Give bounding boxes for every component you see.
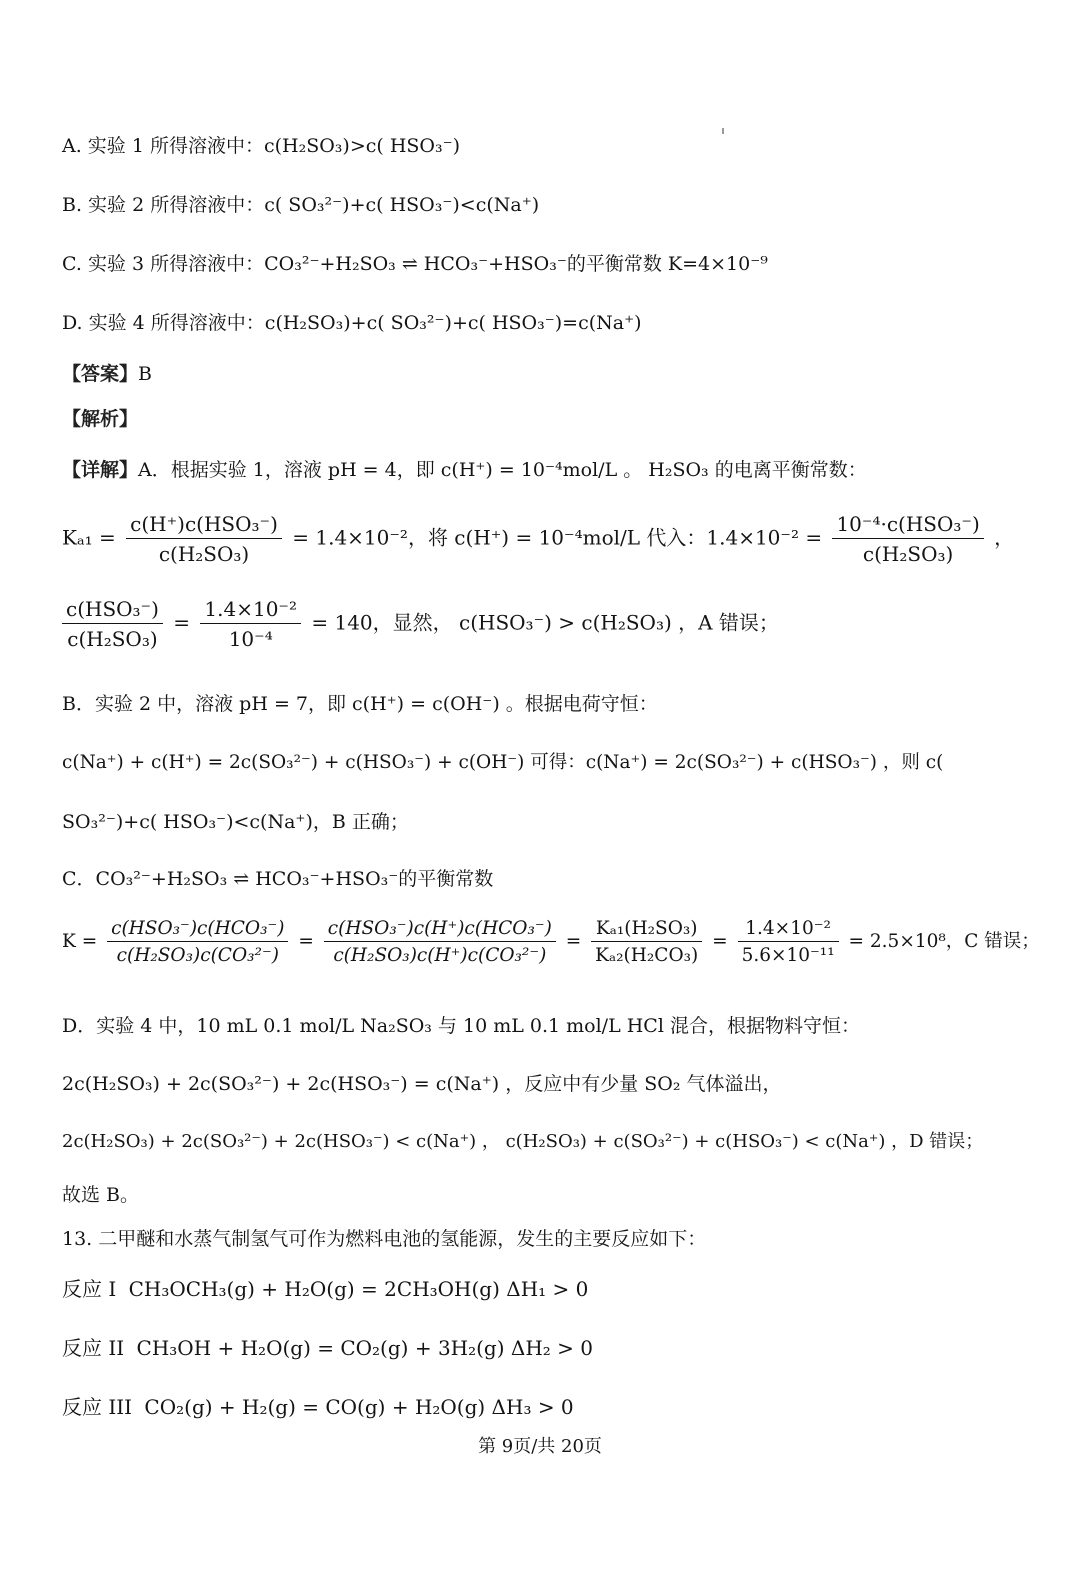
detail-b-line3: SO₃²⁻)+c( HSO₃⁻)<c(Na⁺)，B 正确； — [62, 811, 409, 833]
detail-b-line1: B．实验 2 中，溶液 pH = 7，即 c(H⁺) = c(OH⁻) 。根据电荷守恒： — [62, 693, 658, 715]
option-d: D. 实验 4 所得溶液中：c(H₂SO₃)+c( SO₃²⁻)+c( HSO₃⁻)=c(Na⁺) — [62, 312, 642, 334]
reaction-1-equation: CH₃OCH₃(g) + H₂O(g) = 2CH₃OH(g) ΔH₁ > 0 — [128, 1277, 589, 1301]
k-fraction-3-denominator: Kₐ₂(H₂CO₃) — [595, 945, 699, 966]
reaction-1 — [62, 1275, 1040, 1303]
reaction-2-label: 反应 II — [62, 1336, 125, 1360]
detail-a-text: A．根据实验 1，溶液 pH = 4，即 c(H⁺) = 10⁻⁴mol/L 。 H₂SO₃ 的电离平衡常数： — [138, 459, 867, 481]
detail-conclusion: 故选 B。 — [62, 1184, 140, 1206]
option-b: B. 实验 2 所得溶液中：c( SO₃²⁻)+c( HSO₃⁻)<c(Na⁺) — [62, 194, 540, 216]
ka1-end: ， — [994, 525, 1015, 550]
answer-line — [62, 360, 1040, 388]
ratio-fraction — [62, 597, 163, 651]
reaction-3 — [62, 1393, 1040, 1421]
detail-a-line — [62, 456, 1040, 484]
reaction-1-label: 反应 I — [62, 1277, 117, 1301]
k-lhs: K = — [62, 931, 98, 952]
k-fraction-1-numerator: c(HSO₃⁻)c(HCO₃⁻) — [107, 918, 288, 942]
ratio-value-fraction — [200, 597, 301, 651]
k-fraction-4-denominator: 5.6×10⁻¹¹ — [741, 945, 835, 966]
ratio-equals: = — [173, 610, 191, 635]
answer-label: 【答案】 — [62, 363, 139, 385]
detail-d-line2: 2c(H₂SO₃) + 2c(SO₃²⁻) + 2c(HSO₃⁻) = c(Na⁺) ，反应中有少量 SO₂ 气体溢出， — [62, 1073, 782, 1095]
ratio-numerator: c(HSO₃⁻) — [62, 597, 163, 624]
ka1-denominator: c(H₂SO₃) — [158, 542, 250, 566]
k-fraction-2-numerator: c(HSO₃⁻)c(H⁺)c(HCO₃⁻) — [324, 918, 556, 942]
ratio-denominator: c(H₂SO₃) — [67, 627, 158, 651]
reaction-2-equation: CH₃OH + H₂O(g) = CO₂(g) + 3H₂(g) ΔH₂ > 0 — [136, 1336, 593, 1360]
k-fraction-1-denominator: c(H₂SO₃)c(CO₃²⁻) — [116, 945, 279, 966]
ratio-value-denominator: 10⁻⁴ — [228, 627, 273, 651]
k-fraction-3 — [591, 918, 702, 966]
ratio-equation — [62, 597, 1040, 651]
ka1-mid: = 1.4×10⁻²，将 c(H⁺) = 10⁻⁴mol/L 代入：1.4×10⁻² = — [292, 525, 823, 550]
k-fraction-2-denominator: c(H₂SO₃)c(H⁺)c(CO₃²⁻) — [333, 945, 547, 966]
ka1-fraction — [126, 512, 282, 566]
reaction-2 — [62, 1334, 1040, 1362]
detail-label: 【详解】 — [62, 459, 139, 481]
question-13-stem: 13. 二甲醚和水蒸气制氢气可作为燃料电池的氢能源，发生的主要反应如下： — [62, 1228, 707, 1250]
k-end: = 2.5×10⁸，C 错误； — [848, 931, 1040, 952]
ratio-value-numerator: 1.4×10⁻² — [200, 597, 301, 624]
reaction-3-label: 反应 III — [62, 1395, 133, 1419]
option-a: A. 实验 1 所得溶液中：c(H₂SO₃)>c( HSO₃⁻) — [62, 135, 461, 157]
analysis-label: 【解析】 — [62, 408, 139, 430]
k-fraction-1 — [107, 918, 288, 966]
k-equation — [62, 918, 1040, 966]
ka1-substitution-fraction — [832, 512, 983, 566]
k-fraction-2 — [324, 918, 556, 966]
ka1-lhs: Kₐ₁ = — [62, 525, 116, 550]
page-footer: 第 9页/共 20页 — [478, 1436, 602, 1457]
ka1-equation — [62, 512, 1040, 566]
ka1-substitution-numerator: 10⁻⁴·c(HSO₃⁻) — [832, 512, 983, 539]
k-fraction-4-numerator: 1.4×10⁻² — [738, 918, 839, 942]
k-equals-1: = — [298, 931, 314, 952]
ka1-numerator: c(H⁺)c(HSO₃⁻) — [126, 512, 282, 539]
detail-d-line3: 2c(H₂SO₃) + 2c(SO₃²⁻) + 2c(HSO₃⁻) < c(Na⁺) ， c(H₂SO₃) + c(SO₃²⁻) + c(HSO₃⁻) < c(Na⁺) ，D 错误； — [62, 1131, 984, 1152]
option-c: C. 实验 3 所得溶液中：CO₃²⁻+H₂SO₃ ⇌ HCO₃⁻+HSO₃⁻的平衡常数 K=4×10⁻⁹ — [62, 253, 768, 275]
detail-b-line2: c(Na⁺) + c(H⁺) = 2c(SO₃²⁻) + c(HSO₃⁻) + c(OH⁻) 可得：c(Na⁺) = 2c(SO₃²⁻) + c(HSO₃⁻) ，则 c( — [62, 752, 944, 773]
ka1-substitution-denominator: c(H₂SO₃) — [862, 542, 954, 566]
k-fraction-4 — [738, 918, 839, 966]
detail-c-line1: C．CO₃²⁻+H₂SO₃ ⇌ HCO₃⁻+HSO₃⁻的平衡常数 — [62, 868, 494, 890]
ratio-end: = 140，显然， c(HSO₃⁻) > c(H₂SO₃) ，A 错误； — [311, 610, 779, 635]
analysis-heading — [62, 405, 1040, 433]
k-fraction-3-numerator: Kₐ₁(H₂SO₃) — [591, 918, 702, 942]
k-equals-3: = — [712, 931, 728, 952]
reaction-3-equation: CO₂(g) + H₂(g) = CO(g) + H₂O(g) ΔH₃ > 0 — [144, 1395, 574, 1419]
k-equals-2: = — [565, 931, 582, 952]
answer-value: B — [138, 363, 152, 385]
detail-d-line1: D．实验 4 中，10 mL 0.1 mol/L Na₂SO₃ 与 10 mL 0.1 mol/L HCl 混合，根据物料守恒： — [62, 1015, 860, 1037]
